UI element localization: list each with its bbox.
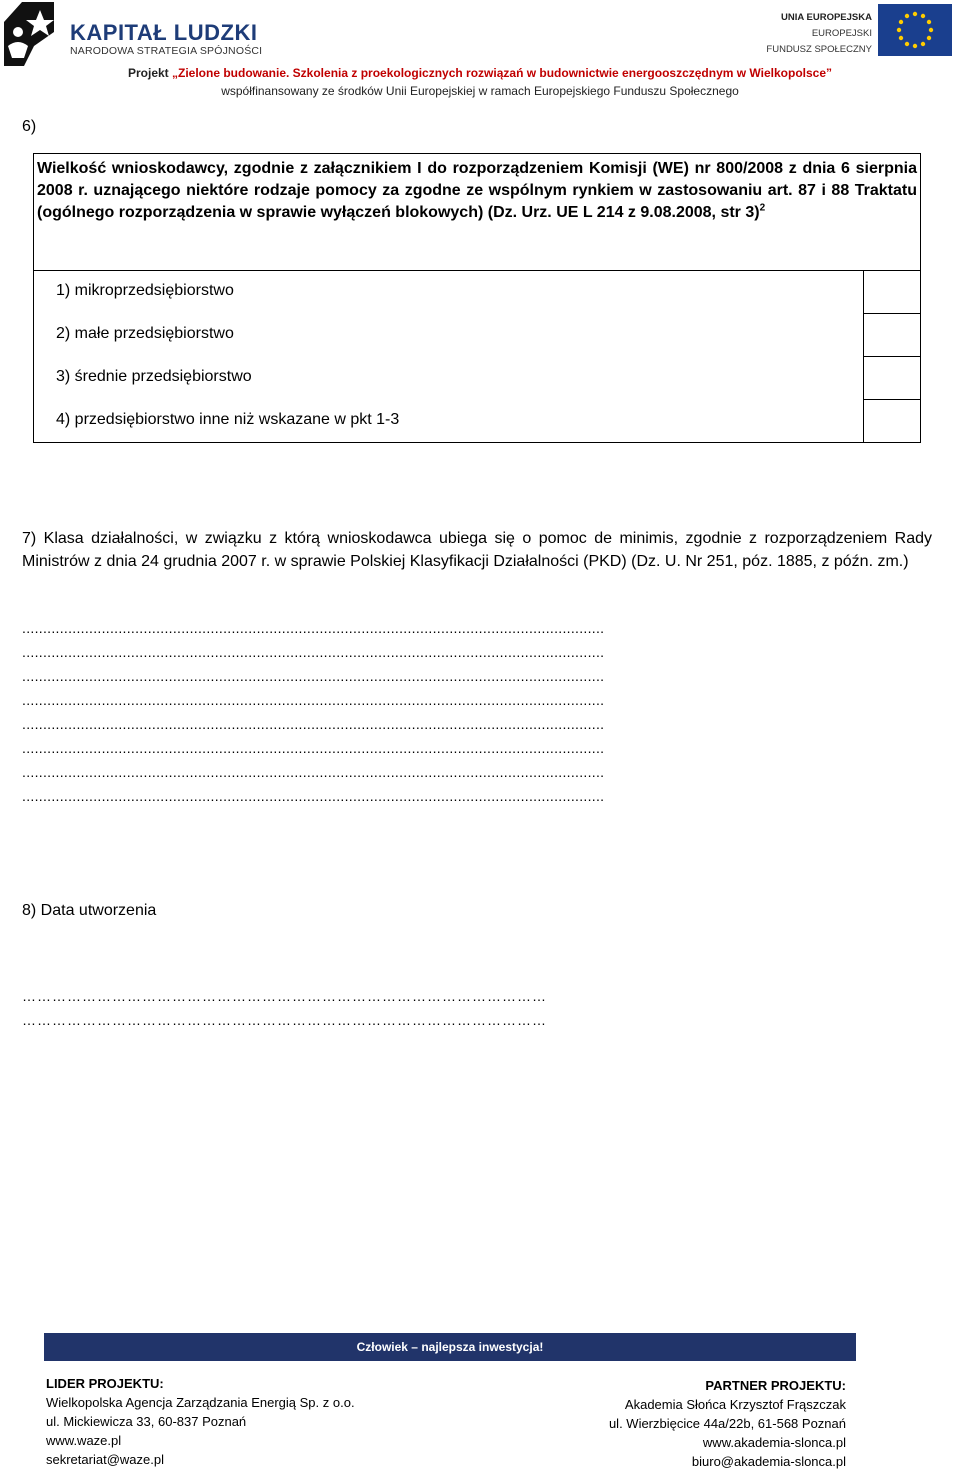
size-option-checkbox[interactable] [863, 356, 920, 399]
size-option-label: 2) małe przedsiębiorstwo [56, 325, 234, 342]
date-fill-line[interactable]: …………………………………………………………………………………………… [22, 988, 547, 1004]
size-option-checkbox[interactable] [863, 313, 920, 356]
footnote-marker: 2 [759, 202, 766, 214]
size-option-row [34, 313, 920, 356]
pkd-fill-line[interactable]: ........................................................................................................................................... [22, 620, 605, 636]
size-option-row [34, 399, 920, 442]
project-leader-block [46, 1374, 355, 1469]
section-7-text: 7) Klasa działalności, w związku z którą wnioskodawca ubiega się o pomoc de minimis, zgodnie z rozporządzeniem Rady Ministrów z dnia 24 grudnia 2007 r. w sprawie Polskiej Klasyfikacji Działalności (PKD) (Dz. U. Nr 251, póz. 1885, z późn. zm.) [22, 530, 932, 570]
footer-slogan-bar [44, 1333, 856, 1361]
cofinanced-line: współfinansowany ze środków Unii Europejskiej w ramach Europejskiego Funduszu Społecznego [221, 84, 739, 98]
section-6-number: 6) [22, 118, 37, 135]
size-option-label: 4) przedsiębiorstwo inne niż wskazane w pkt 1-3 [56, 411, 400, 428]
kapital-ludzki-logo [4, 2, 54, 66]
eu-line-3: FUNDUSZ SPOŁECZNY [766, 44, 872, 55]
kapital-ludzki-title: KAPITAŁ LUDZKI [70, 20, 258, 45]
section-8-label: 8) Data utworzenia [22, 902, 157, 919]
partner-heading: PARTNER PROJEKTU: [705, 1378, 846, 1393]
partner-email-link[interactable]: biuro@akademia-slonca.pl [691, 1454, 846, 1469]
project-partner-block [609, 1376, 846, 1471]
pkd-fill-line[interactable]: ........................................................................................................................................... [22, 692, 605, 708]
leader-website-link[interactable]: www.waze.pl [46, 1433, 122, 1448]
partner-website-link[interactable]: www.akademia-slonca.pl [702, 1435, 846, 1450]
pkd-fill-line[interactable]: ........................................................................................................................................... [22, 668, 605, 684]
leader-name: Wielkopolska Agencja Zarządzania Energią Sp. z o.o. [46, 1395, 355, 1410]
eu-flag-icon [878, 4, 952, 56]
project-prefix: Projekt [127, 66, 172, 80]
leader-address: ul. Mickiewicza 33, 60-837 Poznań [46, 1414, 247, 1429]
eu-line-2: EUROPEJSKI [811, 28, 872, 39]
size-option-row [34, 270, 920, 313]
size-option-label: 3) średnie przedsiębiorstwo [56, 368, 252, 385]
size-option-checkbox[interactable] [863, 399, 920, 442]
pkd-fill-line[interactable]: ........................................................................................................................................... [22, 740, 605, 756]
size-option-checkbox[interactable] [863, 270, 920, 313]
size-option-label: 1) mikroprzedsiębiorstwo [56, 282, 234, 299]
eu-text-block [766, 10, 872, 58]
pkd-fill-line[interactable]: ........................................................................................................................................... [22, 644, 605, 660]
pkd-fill-line[interactable]: ........................................................................................................................................... [22, 716, 605, 732]
page-header [0, 0, 960, 100]
leader-heading: LIDER PROJEKTU: [46, 1376, 164, 1391]
applicant-size-title: Wielkość wnioskodawcy, zgodnie z załącznikiem I do rozporządzeniem Komisji (WE) nr 800/2008 z dnia 6 sierpnia 2008 r. uznającego niektóre rodzaje pomocy za zgodne ze wspólnym rynkiem w zastosowaniu art. 87 i 88 Traktatu (ogólnego rozporządzenia w sprawie wyłączeń blokowych) (Dz. Urz. UE L 214 z 9.08.2008, str 3) [37, 160, 917, 221]
footer-slogan: Człowiek – najlepsza inwestycja! [356, 1340, 544, 1354]
eu-line-1: UNIA EUROPEJSKA [781, 12, 872, 23]
leader-email-link[interactable]: sekretariat@waze.pl [46, 1452, 164, 1467]
date-fill-line[interactable]: …………………………………………………………………………………………… [22, 1012, 547, 1028]
pkd-fill-line[interactable]: ........................................................................................................................................... [22, 788, 605, 804]
applicant-size-heading [34, 154, 920, 224]
size-option-row [34, 356, 920, 399]
kapital-ludzki-subtitle: NARODOWA STRATEGIA SPÓJNOŚCI [70, 45, 263, 57]
partner-name: Akademia Słońca Krzysztof Frąszczak [624, 1397, 846, 1412]
project-title-line [0, 66, 960, 80]
partner-address: ul. Wierzbięcice 44a/22b, 61-568 Poznań [608, 1416, 846, 1431]
applicant-size-table [33, 153, 921, 443]
pkd-fill-line[interactable]: ........................................................................................................................................... [22, 764, 605, 780]
project-name: „Zielone budowanie. Szkolenia z proekologicznych rozwiązań w budownictwie energooszczędnym w Wielkopolsce” [172, 66, 833, 80]
